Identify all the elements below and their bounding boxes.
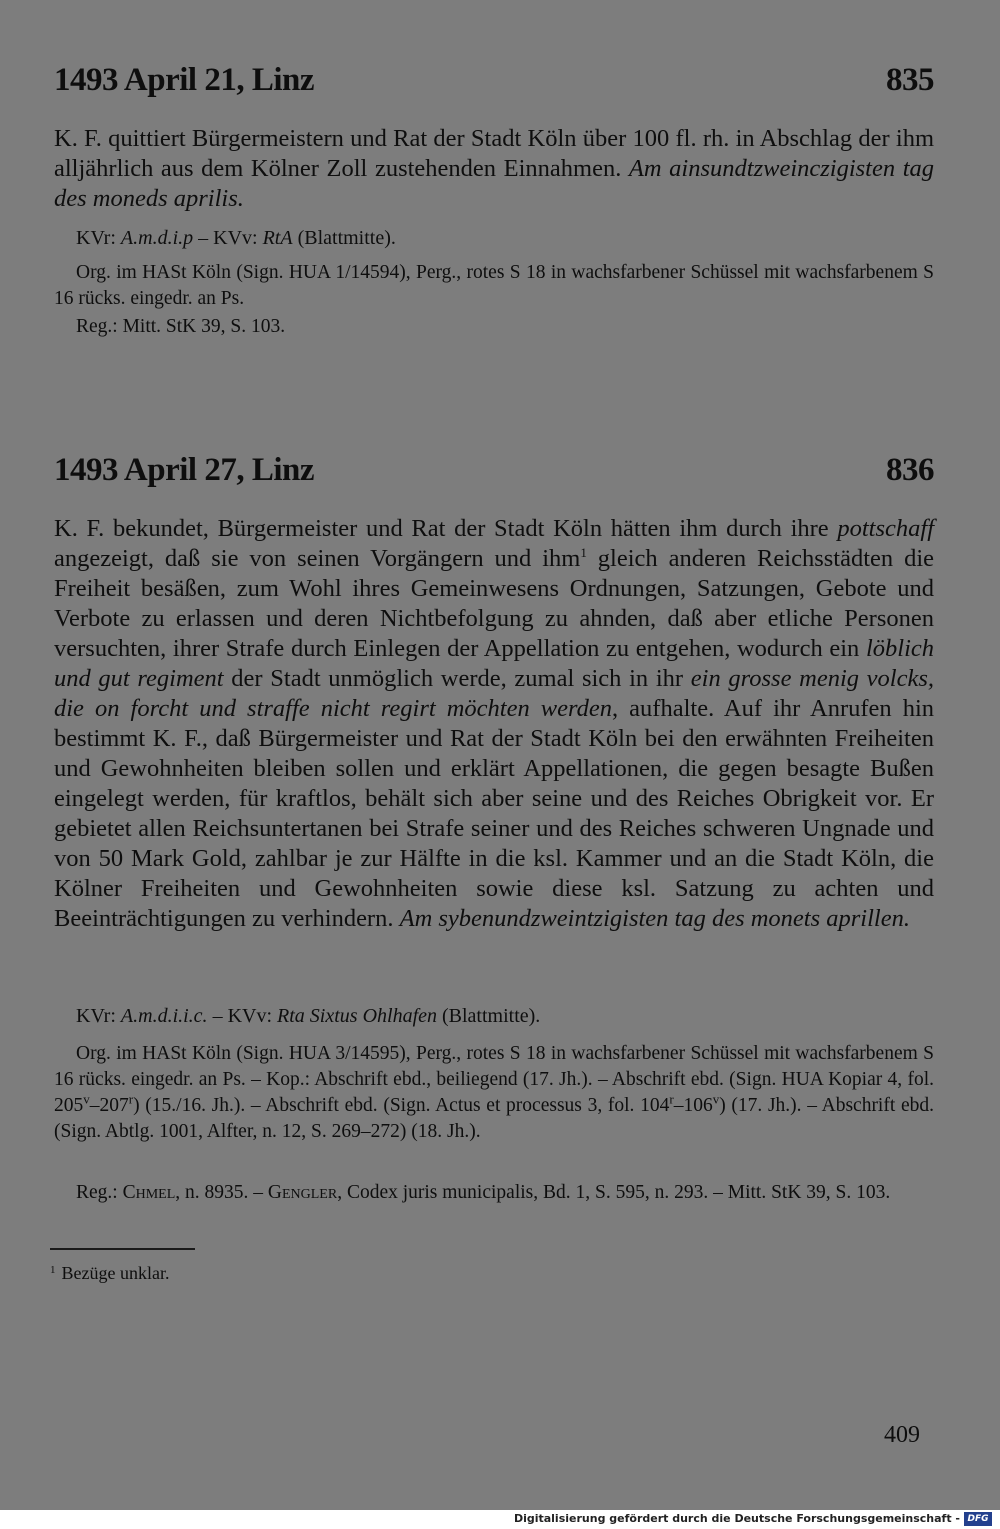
entry-836-reg-chmel: Chmel [122, 1182, 176, 1203]
entry-836-org-sup-1: v [83, 1091, 90, 1107]
entry-835-kvr-value: A.m.d.i.p [120, 227, 194, 249]
entry-835-kvv-note: (Blattmitte). [297, 227, 396, 249]
entry-836-kvr-value: A.m.d.i.i.c. [120, 1005, 208, 1027]
entry-836-reg-part-c: , Codex juris municipalis, Bd. 1, S. 595, n. 293. – Mitt. StK 39, S. 103. [337, 1182, 891, 1203]
dfg-banner-text: Digitalisierung gefördert durch die Deutsche Forschungsgemeinschaft - [513, 1512, 960, 1525]
entry-836-org-sup-3: r [669, 1091, 674, 1107]
entry-835-kvv-label: – KVv: [198, 227, 258, 249]
entry-836-kv [54, 1003, 934, 1029]
entry-836-italic-2: löblich und gut regiment [54, 635, 935, 692]
entry-836-kvv-value: Rta Sixtus Ohlhafen [277, 1005, 437, 1027]
entry-836-date: 1493 April 27, Linz [54, 452, 315, 488]
footnote-rule [50, 1248, 195, 1250]
entry-835-kv [54, 225, 934, 251]
entry-835-date-quote: Am ainsundtzweinczigisten tag des moneds aprilis. [54, 155, 935, 212]
entry-835-reg: Reg.: Mitt. StK 39, S. 103. [76, 316, 286, 337]
footnote-text: Bezüge unklar. [61, 1263, 170, 1283]
entry-835-date: 1493 April 21, Linz [54, 62, 315, 98]
entry-836-italic-3: ein grosse menig volcks, die on forcht und straffe nicht regirt möchten werden [54, 665, 935, 722]
entry-836-kvr-label: KVr: [76, 1005, 116, 1027]
entry-836-reg-part-b: , n. 8935. – [175, 1182, 264, 1203]
entry-835-kvr-label: KVr: [76, 227, 116, 249]
entry-836-org-sup-2: r [128, 1091, 134, 1107]
dfg-banner [0, 1510, 1000, 1529]
entry-836-org [54, 1041, 934, 1145]
entry-836-number: 836 [886, 452, 934, 488]
footnote [50, 1262, 169, 1284]
entry-836-org-part-a: Org. im HASt Köln (Sign. HUA 3/14595), Perg., rotes S 18 in wachsfarbener Schüssel mit wachsfarbenem S 16 rücks. eingedr. an Ps. – Kop.: Abschrift ebd., beiliegend (17. Jh.). – Abschrift ebd. (Sign. HUA Kopiar 4, fol. 205 [54, 1043, 934, 1116]
entry-835-number: 835 [886, 62, 934, 98]
entry-836-org-part-e: ) (17. Jh.). – Abschrift ebd. (Sign. Abtlg. 1001, Alfter, n. 12, S. 269–272) (18. Jh.). [54, 1095, 934, 1142]
entry-836-text-2: angezeigt, daß sie von seinen Vorgängern und ihm [54, 545, 581, 572]
dfg-logo-icon: DFG [964, 1512, 992, 1526]
entry-836-kvv-label: – KVv: [212, 1005, 273, 1027]
entry-835-org: Org. im HASt Köln (Sign. HUA 1/14594), Perg., rotes S 18 in wachsfarbener Schüssel mit wachsfarbenem S 16 rücks. eingedr. an Ps. [54, 262, 934, 309]
entry-836-reg [54, 1180, 934, 1206]
entry-836-org-part-c: ) (15./16. Jh.). – Abschrift ebd. (Sign. Actus et processus 3, fol. 104 [133, 1095, 670, 1116]
entry-836-org-part-d: –106 [673, 1095, 713, 1116]
entry-835-text: K. F. quittiert Bürgermeistern und Rat der Stadt Köln über 100 fl. rh. in Abschlag der ihm alljährlich aus dem Kölner Zoll zustehenden Einnahmen. [54, 125, 934, 182]
footnote-reference: 1 [580, 544, 587, 560]
entry-836-reg-gengler: Gengler [267, 1182, 338, 1203]
entry-836-org-part-b: –207 [89, 1095, 129, 1116]
entry-836-org-sup-4: v [712, 1091, 720, 1107]
entry-835-body [54, 124, 934, 214]
footnote-mark: 1 [50, 1264, 56, 1276]
entry-836-reg-label: Reg.: [76, 1182, 118, 1203]
entry-836-text-5: , aufhalte. Auf ihr Anrufen hin bestimmt K. F., daß Bürgermeister und Rat der Stadt Köln bei den erwähnten Freiheiten und Gewohnheiten bleiben sollen und erklärt Appellationen, die gegen besagte Bußen eingelegt werden, für kraftlos, behält sich aber seine und des Reiches Obrigkeit vor. Er gebietet allen Reichsuntertanen bei Strafe seiner und des Reiches schweren Ungnade und von 50 Mark Gold, zahlbar je zur Hälfte in die ksl. Kammer und an die Stadt Köln, die Kölner Freiheiten und Gewohnheiten sowie diese ksl. Satzung zu achten und Beeinträchtigungen zu verhindern. [54, 695, 935, 932]
entry-836-italic-1: pottschaff [837, 515, 934, 542]
entry-835-kvv-value: RtA [262, 227, 293, 249]
entry-836-body [54, 514, 934, 934]
entry-836-text-4: der Stadt unmöglich werde, zumal sich in ihr [231, 665, 684, 692]
entry-836-text-3: gleich anderen Reichsstädten die Freiheit besäßen, zum Wohl ihres Gemeinwesens Ordnungen, Satzungen, Gebote und Verbote zu erlassen und deren Nichtbefolgung zu ahnden, daß aber etliche Personen versuchten, ihrer Strafe durch Einlegen der Appellation zu entgehen, wodurch ein [54, 545, 935, 662]
entry-836-text-1: K. F. bekundet, Bürgermeister und Rat der Stadt Köln hätten ihm durch ihre [54, 515, 829, 542]
entry-836-date-quote: Am sybenundzweintzigisten tag des monets aprillen. [399, 905, 910, 932]
entry-836-kvv-note: (Blattmitte). [442, 1005, 541, 1027]
page-number: 409 [884, 1422, 920, 1448]
